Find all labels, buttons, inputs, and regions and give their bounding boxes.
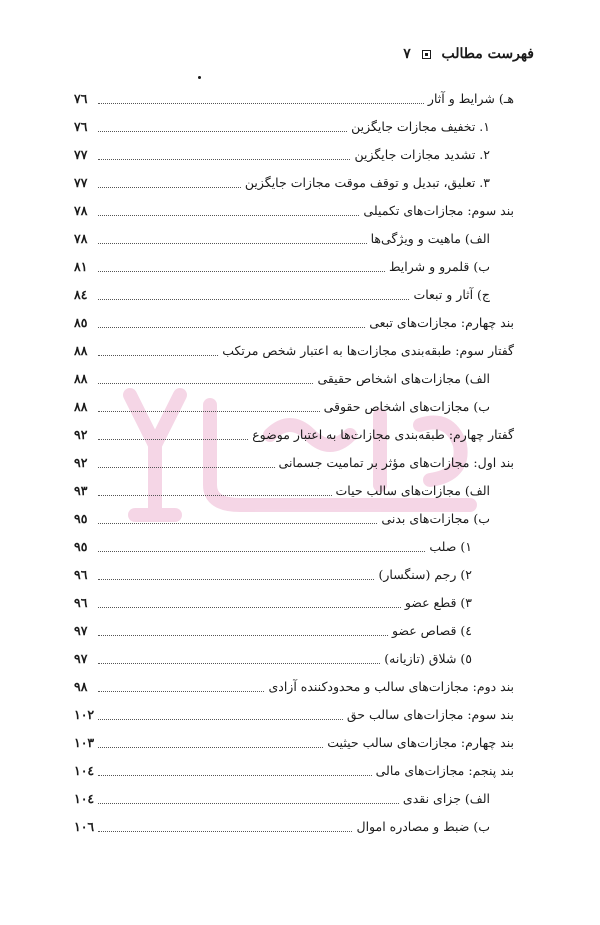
toc-entry-title: بند سوم: مجازات‌های تکمیلی [363, 203, 514, 218]
toc-page-number: ٩٧ [74, 623, 88, 638]
toc-page-number: ١٠٤ [74, 763, 95, 778]
toc-entry-title: بند اول: مجازات‌های مؤثر بر تمامیت جسمانی [278, 455, 514, 470]
toc-entry[interactable] [74, 198, 514, 226]
toc-page-number: ٩٥ [74, 539, 88, 554]
dot-leader [98, 243, 367, 244]
dot-leader [98, 663, 380, 664]
toc-entry[interactable] [74, 534, 514, 562]
dot-leader [98, 187, 241, 188]
toc-entry[interactable] [74, 422, 514, 450]
toc-page-number: ٨٨ [74, 399, 88, 414]
toc-entry-title: ب) مجازات‌های بدنی [381, 511, 490, 526]
toc-page-number: ٩٦ [74, 595, 88, 610]
toc-page-number: ٩٣ [74, 483, 88, 498]
square-ornament-icon [422, 50, 431, 59]
toc-entry-title: الف) مجازات‌های سالب حیات [335, 483, 490, 498]
ink-dot [198, 76, 201, 79]
toc-page-number: ٧٦ [74, 91, 88, 106]
dot-leader [98, 103, 424, 104]
toc-entry-title: ب) قلمرو و شرایط [388, 259, 490, 274]
dot-leader [98, 719, 343, 720]
dot-leader [98, 411, 320, 412]
page-header [74, 46, 534, 68]
toc-entry[interactable] [74, 674, 514, 702]
toc-entry[interactable] [74, 366, 514, 394]
toc-entry[interactable] [74, 394, 514, 422]
toc-entry-title: هـ) شرایط و آثار [427, 91, 514, 106]
toc-page-number: ٨٥ [74, 315, 88, 330]
toc-entry[interactable] [74, 338, 514, 366]
dot-leader [98, 747, 323, 748]
toc-entry[interactable] [74, 114, 514, 142]
toc-entry[interactable] [74, 702, 514, 730]
toc-page-number: ٧٧ [74, 147, 88, 162]
toc-entry-title: گفتار چهارم: طبقه‌بندی مجازات‌ها به اعتبار موضوع [252, 427, 514, 442]
header-page-number: ٧ [403, 46, 411, 62]
toc-entry-title: الف) ماهیت و ویژگی‌ها [370, 231, 490, 246]
toc-entry[interactable] [74, 142, 514, 170]
header-title: فهرست مطالب [441, 46, 534, 62]
dot-leader [98, 831, 352, 832]
toc-page-number: ٧٨ [74, 203, 88, 218]
toc-entry[interactable] [74, 590, 514, 618]
dot-leader [98, 299, 409, 300]
toc-entry-title: ٣. تعلیق، تبدیل و توقف موقت مجازات جایگزین [244, 175, 490, 190]
toc-entry[interactable] [74, 814, 514, 842]
toc-entry-title: بند چهارم: مجازات‌های سالب حیثیت [327, 735, 514, 750]
dot-leader [98, 439, 248, 440]
dot-leader [98, 775, 372, 776]
toc-entry[interactable] [74, 478, 514, 506]
toc-page-number: ٨٨ [74, 343, 88, 358]
toc-entry[interactable] [74, 758, 514, 786]
dot-leader [98, 355, 218, 356]
toc-page-number: ١٠٦ [74, 819, 95, 834]
toc-page-number: ١٠٣ [74, 735, 95, 750]
toc-page-number: ٧٨ [74, 231, 88, 246]
toc-entry-title: گفتار سوم: طبقه‌بندی مجازات‌ها به اعتبار شخص مرتکب [222, 343, 514, 358]
toc-entry-title: بند سوم: مجازات‌های سالب حق [346, 707, 514, 722]
toc-page-number: ٩٢ [74, 427, 88, 442]
toc-entry-title: بند چهارم: مجازات‌های تبعی [369, 315, 514, 330]
table-of-contents [74, 86, 514, 842]
dot-leader [98, 803, 399, 804]
toc-page-number: ٧٦ [74, 119, 88, 134]
toc-entry-title: ٣) قطع عضو [404, 595, 472, 610]
toc-entry[interactable] [74, 226, 514, 254]
toc-entry-title: ٥) شلاق (تازیانه) [384, 651, 472, 666]
toc-entry[interactable] [74, 730, 514, 758]
dot-leader [98, 467, 275, 468]
toc-entry[interactable] [74, 450, 514, 478]
toc-page-number: ١٠٤ [74, 791, 95, 806]
toc-page-number: ٩٥ [74, 511, 88, 526]
toc-page-number: ٨١ [74, 259, 88, 274]
toc-entry-title: ب) مجازات‌های اشخاص حقوقی [323, 399, 490, 414]
toc-page-number: ١٠٢ [74, 707, 95, 722]
toc-entry[interactable] [74, 646, 514, 674]
toc-page-number: ٩٦ [74, 567, 88, 582]
toc-entry-title: الف) مجازات‌های اشخاص حقیقی [317, 371, 490, 386]
toc-entry-title: ١) صلب [429, 539, 472, 554]
dot-leader [98, 691, 264, 692]
toc-entry[interactable] [74, 254, 514, 282]
dot-leader [98, 215, 359, 216]
toc-entry-title: بند پنجم: مجازات‌های مالی [375, 763, 514, 778]
toc-entry-title: ٢) رجم (سنگسار) [378, 567, 472, 582]
dot-leader [98, 131, 347, 132]
toc-page-number: ٩٧ [74, 651, 88, 666]
dot-leader [98, 159, 350, 160]
dot-leader [98, 551, 425, 552]
dot-leader [98, 607, 401, 608]
toc-entry[interactable] [74, 282, 514, 310]
dot-leader [98, 523, 377, 524]
dot-leader [98, 383, 313, 384]
toc-page-number: ٨٨ [74, 371, 88, 386]
dot-leader [98, 635, 388, 636]
dot-leader [98, 579, 374, 580]
toc-entry-title: ٢. تشدید مجازات جایگزین [354, 147, 490, 162]
toc-entry[interactable] [74, 506, 514, 534]
toc-entry-title: ١. تخفیف مجازات جایگزین [351, 119, 490, 134]
toc-entry[interactable] [74, 786, 514, 814]
toc-entry[interactable] [74, 562, 514, 590]
toc-page-number: ٧٧ [74, 175, 88, 190]
toc-entry-title: بند دوم: مجازات‌های سالب و محدودکننده آزادی [268, 679, 514, 694]
toc-entry[interactable] [74, 86, 514, 114]
toc-entry-title: ج) آثار و تبعات [413, 287, 490, 302]
toc-entry-title: الف) جزای نقدی [402, 791, 490, 806]
toc-entry-title: ٤) قصاص عضو [391, 623, 472, 638]
toc-page-number: ٨٤ [74, 287, 88, 302]
toc-page-number: ٩٢ [74, 455, 88, 470]
toc-entry[interactable] [74, 618, 514, 646]
dot-leader [98, 271, 385, 272]
dot-leader [98, 327, 365, 328]
toc-entry[interactable] [74, 170, 514, 198]
toc-entry[interactable] [74, 310, 514, 338]
toc-entry-title: ب) ضبط و مصادره اموال [356, 819, 490, 834]
toc-page-number: ٩٨ [74, 679, 88, 694]
dot-leader [98, 495, 332, 496]
